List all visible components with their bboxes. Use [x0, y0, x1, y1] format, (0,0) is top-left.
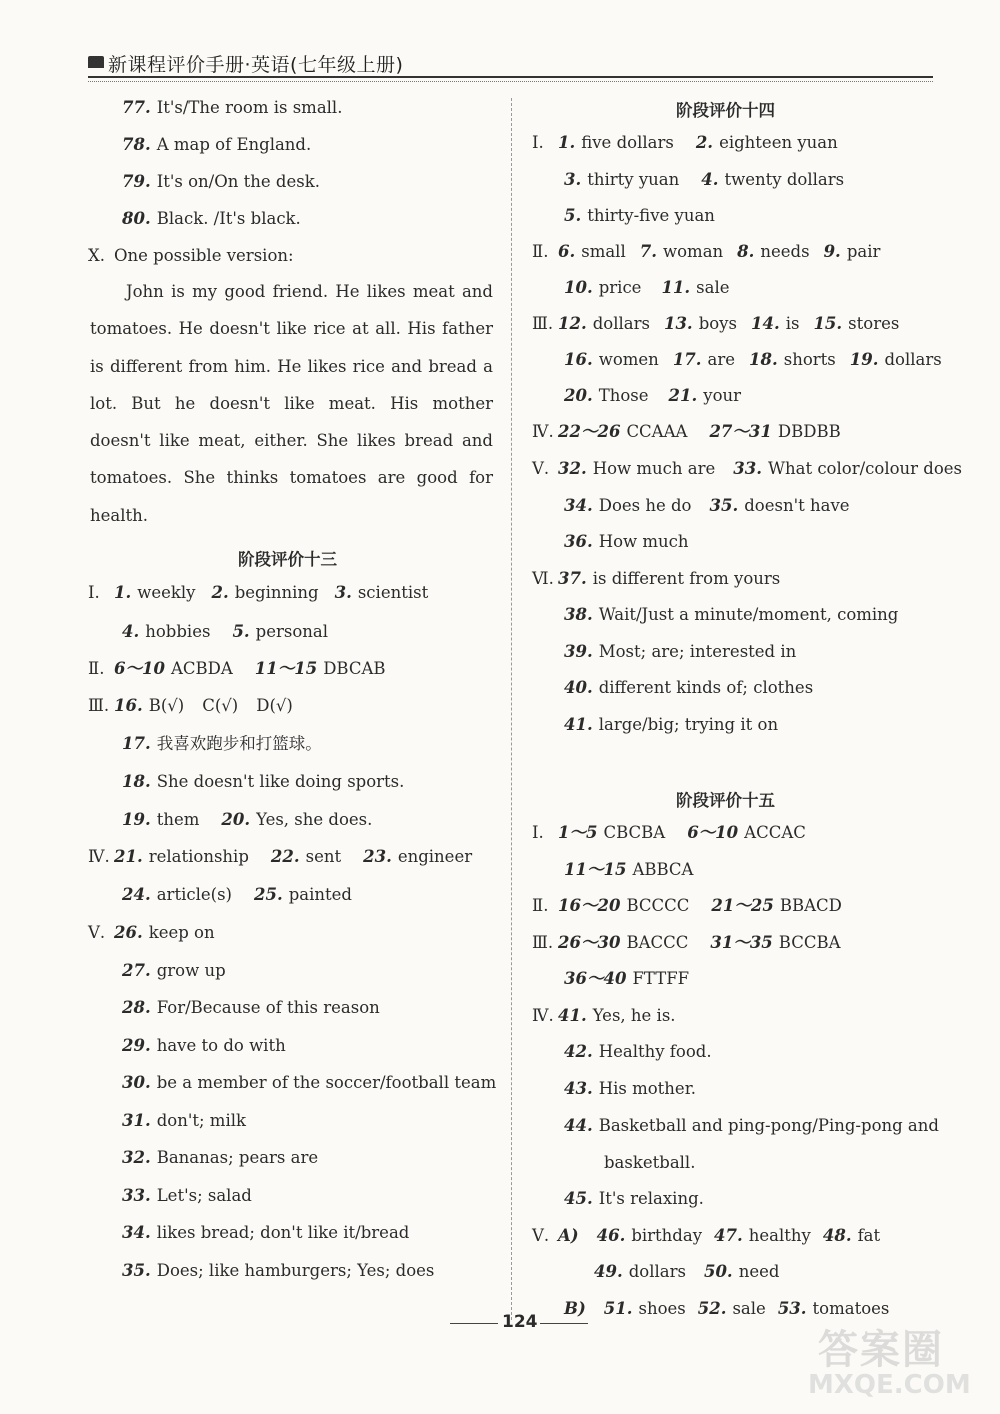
- item-answer: your: [703, 386, 742, 405]
- item-number: 40.: [564, 678, 593, 697]
- roman-numeral: Ⅲ.: [88, 696, 110, 715]
- answer-line: [122, 885, 352, 905]
- item-number: 16.: [564, 350, 593, 369]
- item-answer: Wait/Just a minute/moment, coming: [598, 605, 899, 624]
- section-14-title: 阶段评价十四: [676, 101, 775, 120]
- item-answer: sent: [305, 847, 342, 866]
- roman-numeral: Ⅳ.: [532, 1006, 554, 1025]
- item-number: A): [558, 1226, 579, 1245]
- roman-numeral: Ⅳ.: [532, 422, 554, 441]
- item-answer: engineer: [397, 847, 473, 866]
- item-answer: CCAAA: [626, 422, 688, 441]
- answer-line: [532, 242, 880, 262]
- item-answer: five dollars: [581, 133, 674, 152]
- item-number: 19.: [849, 350, 879, 369]
- item-number: 15.: [813, 314, 843, 333]
- item-number: 37.: [558, 569, 587, 588]
- item-answer: thirty yuan: [587, 170, 680, 189]
- item-number: 26～30: [558, 933, 621, 952]
- roman-numeral: Ⅴ.: [88, 923, 106, 942]
- answer-line: [122, 1073, 496, 1093]
- answer-line: [122, 622, 328, 642]
- item-number: 33.: [733, 459, 763, 478]
- item-number: 39.: [564, 642, 593, 661]
- answer-line: [532, 422, 841, 442]
- item-number: 5.: [232, 622, 250, 641]
- item-number: 49.: [594, 1262, 623, 1281]
- item-answer: painted: [288, 885, 352, 904]
- item-answer: different kinds of; clothes: [598, 678, 814, 697]
- item-number: 14.: [750, 314, 780, 333]
- item-answer: Does; like hamburgers; Yes; does: [156, 1261, 435, 1280]
- answer-line: [532, 823, 806, 843]
- answer-line: [564, 642, 796, 662]
- item-answer: Yes, he is.: [592, 1006, 676, 1025]
- item-number: 36.: [564, 532, 593, 551]
- roman-numeral: Ⅰ.: [88, 583, 100, 602]
- item-number: 23.: [363, 847, 392, 866]
- answer-line: [532, 314, 899, 334]
- item-number: 33.: [122, 1186, 151, 1205]
- answer-line: [604, 1153, 695, 1173]
- item-number: 42.: [564, 1042, 593, 1061]
- item-number: 1～5: [558, 823, 598, 842]
- item-answer: doesn't have: [744, 496, 850, 515]
- item-number: 1.: [114, 583, 132, 602]
- item-number: 24.: [122, 885, 151, 904]
- item-number: 6～10: [114, 659, 165, 678]
- item-number: 31.: [122, 1111, 151, 1130]
- item-number: 36～40: [564, 969, 627, 988]
- answer-line: [88, 847, 472, 867]
- answer-line: [122, 98, 342, 118]
- footer-ornament-left: [450, 1323, 498, 1324]
- item-number: 4.: [701, 170, 719, 189]
- item-answer: relationship: [148, 847, 249, 866]
- item-number: 21.: [668, 386, 698, 405]
- item-answer: Basketball and ping-pong/Ping-pong and: [598, 1116, 939, 1135]
- item-answer: scientist: [357, 583, 429, 602]
- item-number: 32.: [558, 459, 587, 478]
- roman-numeral: Ⅲ.: [532, 933, 554, 952]
- item-number: 10.: [564, 278, 593, 297]
- item-answer: basketball.: [604, 1153, 696, 1172]
- item-number: 3.: [564, 170, 582, 189]
- item-answer: need: [738, 1262, 780, 1281]
- item-number: 16.: [114, 696, 143, 715]
- answer-line: [564, 1299, 889, 1319]
- item-number: 16～20: [558, 896, 621, 915]
- section-13-title: 阶段评价十三: [238, 550, 337, 569]
- answer-line: [564, 350, 942, 370]
- item-answer: dollars: [884, 350, 942, 369]
- item-answer: It's on/On the desk.: [156, 172, 320, 191]
- item-answer: Healthy food.: [598, 1042, 712, 1061]
- answer-line: [564, 278, 730, 298]
- item-number: B): [564, 1299, 586, 1318]
- item-answer: For/Because of this reason: [156, 998, 380, 1017]
- item-answer: pair: [846, 242, 881, 261]
- item-answer: healthy: [748, 1226, 811, 1245]
- header-title: 新课程评价手册·英语(七年级上册): [108, 54, 404, 76]
- item-answer: have to do with: [156, 1036, 286, 1055]
- item-answer: Bananas; pears are: [156, 1148, 319, 1167]
- item-answer: is: [785, 314, 800, 333]
- item-number: 48.: [822, 1226, 852, 1245]
- answer-line: [564, 1042, 712, 1062]
- item-answer: Those: [598, 386, 649, 405]
- page-header: [88, 50, 933, 80]
- answer-line: [564, 715, 778, 735]
- item-number: 6.: [558, 242, 576, 261]
- answer-line: [122, 1111, 246, 1131]
- item-answer: likes bread; don't like it/bread: [156, 1223, 410, 1242]
- item-answer: beginning: [234, 583, 319, 602]
- item-answer: ABBCA: [632, 860, 694, 879]
- item-number: 26.: [114, 923, 143, 942]
- item-answer: A map of England.: [156, 135, 312, 154]
- answer-line: [564, 170, 844, 190]
- item-answer: hobbies: [145, 622, 211, 641]
- item-answer: needs: [760, 242, 810, 261]
- item-answer: DBDBB: [777, 422, 841, 441]
- item-answer: tomatoes: [812, 1299, 890, 1318]
- item-answer: shorts: [783, 350, 836, 369]
- answer-line: [122, 1036, 286, 1056]
- answer-line: [122, 1186, 252, 1206]
- answer-line: [88, 583, 428, 603]
- item-answer: don't; milk: [156, 1111, 247, 1130]
- item-number: 12.: [558, 314, 587, 333]
- roman-numeral: Ⅵ.: [532, 569, 554, 588]
- answer-line: [122, 209, 301, 229]
- answer-line: [122, 998, 380, 1018]
- item-number: 77.: [122, 98, 151, 117]
- item-answer: D(√): [256, 696, 293, 715]
- item-answer: Does he do: [598, 496, 692, 515]
- item-answer: Black. /It's black.: [156, 209, 301, 228]
- item-answer: keep on: [148, 923, 215, 942]
- item-answer: small: [581, 242, 626, 261]
- roman-numeral: Ⅰ.: [532, 133, 544, 152]
- answer-line: [532, 569, 780, 589]
- item-answer: twenty dollars: [724, 170, 845, 189]
- item-number: 34.: [122, 1223, 151, 1242]
- item-number: 46.: [596, 1226, 626, 1245]
- roman-numeral: Ⅰ.: [532, 823, 544, 842]
- roman-numeral: Ⅹ.: [88, 246, 105, 265]
- answer-line: [564, 969, 689, 989]
- item-answer: sale: [696, 278, 730, 297]
- item-number: 22～26: [558, 422, 621, 441]
- item-answer: is different from yours: [592, 569, 781, 588]
- item-number: 2.: [695, 133, 714, 152]
- item-number: 18.: [122, 772, 151, 791]
- item-answer: women: [598, 350, 659, 369]
- item-answer: eighteen yuan: [719, 133, 838, 152]
- item-number: 31～35: [710, 933, 773, 952]
- item-number: 11～15: [254, 659, 318, 678]
- answer-line: [532, 1226, 880, 1246]
- item-number: 17.: [122, 734, 151, 753]
- item-number: 44.: [564, 1116, 593, 1135]
- answer-line: [564, 532, 689, 552]
- item-number: 22.: [270, 847, 300, 866]
- item-answer: What color/colour does: [768, 459, 963, 478]
- roman-numeral: Ⅱ.: [532, 896, 549, 915]
- answer-line: [122, 1261, 434, 1281]
- item-number: 5.: [564, 206, 582, 225]
- answer-line: [564, 386, 741, 406]
- item-answer: are: [707, 350, 736, 369]
- item-number: 27～31: [709, 422, 772, 441]
- item-answer: His mother.: [598, 1079, 697, 1098]
- item-number: 51.: [603, 1299, 633, 1318]
- roman-numeral: Ⅴ.: [532, 459, 550, 478]
- item-number: 11.: [661, 278, 691, 297]
- item-number: 28.: [122, 998, 151, 1017]
- item-number: 53.: [777, 1299, 807, 1318]
- answer-line: [88, 659, 386, 679]
- item-answer: She doesn't like doing sports.: [156, 772, 405, 791]
- item-answer: woman: [662, 242, 724, 261]
- item-number: 18.: [749, 350, 778, 369]
- item-answer: shoes: [638, 1299, 686, 1318]
- item-number: 13.: [663, 314, 693, 333]
- item-number: 25.: [253, 885, 283, 904]
- item-number: 2.: [211, 583, 229, 602]
- answer-line: [564, 605, 898, 625]
- answer-line: [564, 206, 715, 226]
- item-number: 8.: [737, 242, 755, 261]
- roman-numeral: Ⅴ.: [532, 1226, 550, 1245]
- answer-line: [122, 1223, 409, 1243]
- item-number: 4.: [122, 622, 140, 641]
- item-number: 21.: [114, 847, 143, 866]
- answer-line: [122, 1148, 318, 1168]
- item-answer: It's/The room is small.: [156, 98, 343, 117]
- item-answer: BACCC: [626, 933, 689, 952]
- answer-line: [122, 135, 311, 155]
- item-answer: article(s): [156, 885, 232, 904]
- item-answer: B(√): [148, 696, 185, 715]
- item-answer: grow up: [156, 961, 226, 980]
- page-footer: [450, 1312, 590, 1336]
- roman-numeral: Ⅲ.: [532, 314, 554, 333]
- item-number: 29.: [122, 1036, 151, 1055]
- item-answer: 我喜欢跑步和打篮球。: [156, 734, 322, 753]
- item-number: 9.: [823, 242, 841, 261]
- item-number: 79.: [122, 172, 151, 191]
- section-x-text: One possible version:: [114, 246, 294, 265]
- answer-line: [122, 961, 226, 981]
- roman-numeral: Ⅱ.: [88, 659, 105, 678]
- item-answer: personal: [255, 622, 329, 641]
- answer-line: [88, 696, 293, 716]
- answer-line: [564, 496, 850, 516]
- item-answer: FTTFF: [632, 969, 690, 988]
- item-answer: Let's; salad: [156, 1186, 252, 1205]
- item-answer: price: [598, 278, 642, 297]
- answer-line: [122, 172, 320, 192]
- item-answer: dollars: [628, 1262, 686, 1281]
- answer-line: [564, 1079, 696, 1099]
- footer-ornament-right: [540, 1323, 588, 1324]
- item-number: 80.: [122, 209, 151, 228]
- item-answer: ACCAC: [744, 823, 806, 842]
- answer-line: [88, 923, 215, 943]
- answer-line: [532, 459, 962, 479]
- answer-line: [564, 678, 813, 698]
- item-number: 47.: [714, 1226, 743, 1245]
- item-number: 27.: [122, 961, 151, 980]
- answer-line: [564, 1189, 704, 1209]
- item-number: 38.: [564, 605, 593, 624]
- answer-line: [532, 933, 841, 953]
- item-number: 6～10: [687, 823, 739, 842]
- item-answer: How much are: [592, 459, 716, 478]
- answer-line: [532, 1006, 676, 1026]
- section-x-heading: [88, 246, 294, 266]
- item-number: 3.: [334, 583, 352, 602]
- item-number: 11～15: [564, 860, 627, 879]
- item-number: 19.: [122, 810, 151, 829]
- item-answer: BCCCC: [626, 896, 690, 915]
- item-answer: sale: [732, 1299, 766, 1318]
- item-answer: CBCBA: [603, 823, 666, 842]
- item-number: 34.: [564, 496, 593, 515]
- answer-line: [564, 1116, 939, 1136]
- item-answer: weekly: [137, 583, 196, 602]
- item-number: 52.: [697, 1299, 727, 1318]
- item-answer: ACBDA: [170, 659, 233, 678]
- item-answer: fat: [857, 1226, 881, 1245]
- item-answer: DBCAB: [323, 659, 386, 678]
- roman-numeral: Ⅱ.: [532, 242, 549, 261]
- item-number: 17.: [672, 350, 702, 369]
- item-answer: dollars: [592, 314, 650, 333]
- item-answer: BBACD: [779, 896, 842, 915]
- item-number: 1.: [558, 133, 576, 152]
- answer-line: [532, 896, 842, 916]
- roman-numeral: Ⅳ.: [88, 847, 110, 866]
- item-number: 7.: [639, 242, 657, 261]
- item-answer: large/big; trying it on: [598, 715, 779, 734]
- answer-line: [122, 772, 404, 792]
- header-rule-dotted: [88, 81, 933, 82]
- book-icon: [88, 56, 104, 68]
- answer-line: [122, 810, 372, 830]
- item-number: 21～25: [711, 896, 774, 915]
- item-number: 50.: [703, 1262, 733, 1281]
- item-number: 41.: [558, 1006, 587, 1025]
- item-number: 20.: [564, 386, 593, 405]
- item-number: 43.: [564, 1079, 593, 1098]
- answer-line: [532, 133, 838, 153]
- item-answer: them: [156, 810, 200, 829]
- watermark-url: MXQE.COM: [808, 1370, 971, 1400]
- item-number: 35.: [709, 496, 739, 515]
- item-number: 41.: [564, 715, 593, 734]
- item-answer: C(√): [202, 696, 239, 715]
- item-number: 78.: [122, 135, 151, 154]
- item-answer: birthday: [631, 1226, 703, 1245]
- page-number: 124: [502, 1312, 538, 1332]
- watermark-logo: 答案圈: [818, 1327, 944, 1373]
- item-answer: It's relaxing.: [598, 1189, 704, 1208]
- item-answer: BCCBA: [778, 933, 841, 952]
- answer-line: [122, 734, 322, 754]
- item-answer: boys: [698, 314, 737, 333]
- item-answer: thirty-five yuan: [587, 206, 715, 225]
- sample-paragraph: John is my good friend. He likes meat and tomatoes. He doesn't like rice at all. His father is different from him. He likes rice and bread a lot. But he doesn't like meat. His mother doesn't like meat, either. She likes bread and tomatoes. She thinks tomatoes are good for health.: [90, 282, 493, 525]
- item-number: 20.: [221, 810, 251, 829]
- column-divider: [511, 98, 512, 1320]
- item-answer: How much: [598, 532, 689, 551]
- answer-line: [594, 1262, 779, 1282]
- item-number: 35.: [122, 1261, 151, 1280]
- item-answer: Most; are; interested in: [598, 642, 797, 661]
- item-answer: stores: [848, 314, 900, 333]
- item-number: 45.: [564, 1189, 593, 1208]
- answer-line: [564, 860, 693, 880]
- item-number: 32.: [122, 1148, 151, 1167]
- item-answer: be a member of the soccer/football team: [156, 1073, 497, 1092]
- section-15-title: 阶段评价十五: [676, 791, 775, 810]
- item-answer: Yes, she does.: [256, 810, 373, 829]
- header-rule: [88, 76, 933, 78]
- item-number: 30.: [122, 1073, 151, 1092]
